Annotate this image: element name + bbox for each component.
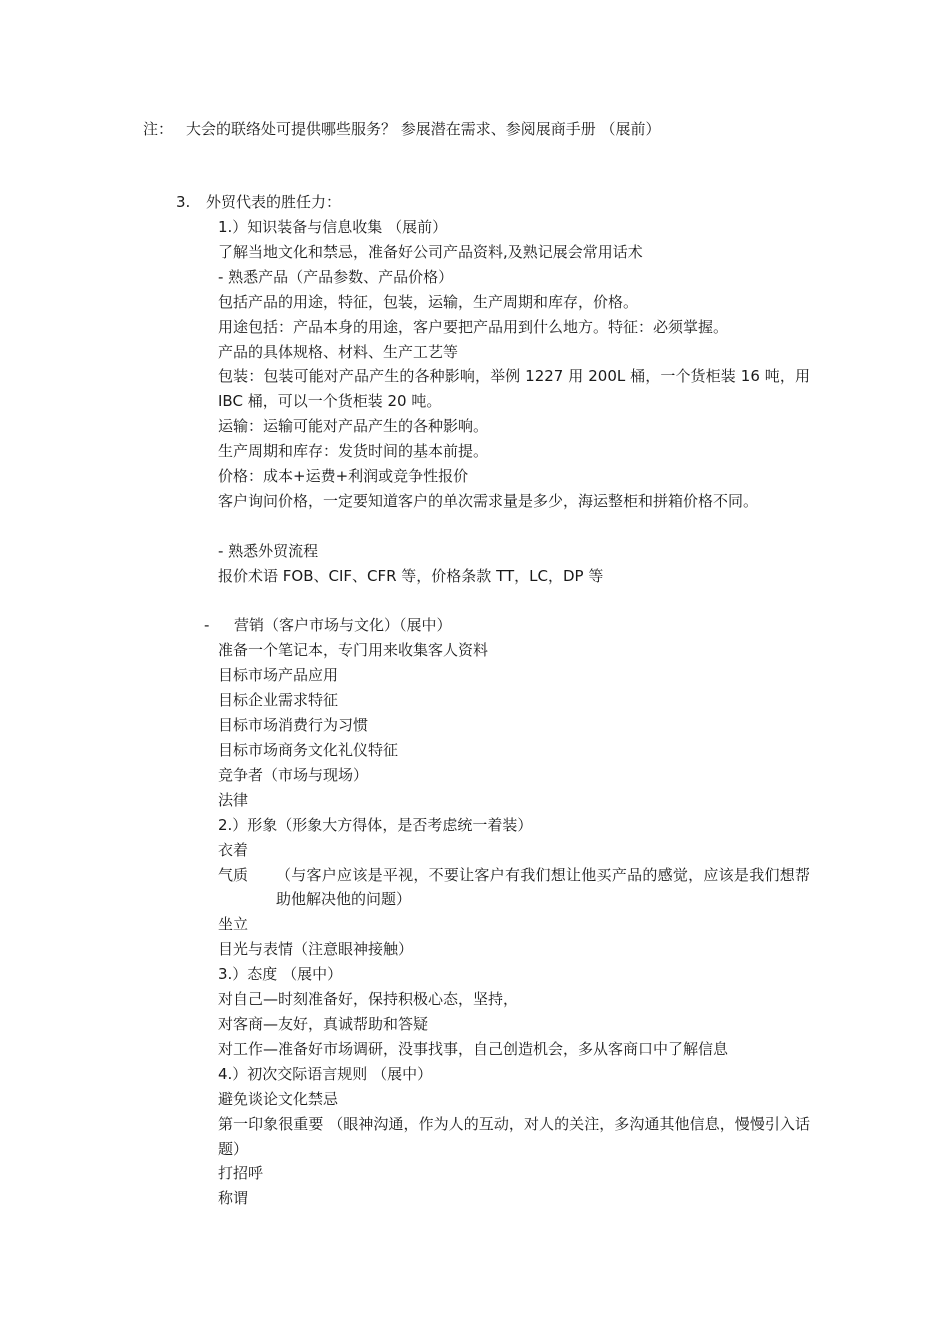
list-item: 目光与表情（注意眼神接触） [218,940,414,959]
paragraph-line: 准备一个笔记本，专门用来收集客人资料 [218,641,489,660]
subheading-image: 2.）形象（形象大方得体，是否考虑统一着装） [218,815,533,834]
list-item: 对自己—时刻准备好，保持积极心态，坚持， [218,990,519,1009]
paragraph-line: 用途包括：产品本身的用途，客户要把产品用到什么地方。特征：必须掌握。 [218,317,729,336]
temperament-item [218,863,810,913]
subheading-language-rules: 4.）初次交际语言规则 （展中） [218,1064,433,1083]
temperament-label: 气质 [218,865,249,884]
list-item: 目标市场商务文化礼仪特征 [218,741,399,759]
list-item: 避免谈论文化禁忌 [218,1089,339,1108]
section-heading [176,190,341,214]
paragraph-packaging: 包装：包装可能对产品产生的各种影响，举例 1227 用 200L 桶，一个货柜装 16 吨，用 IBC 桶，可以一个货柜装 20 吨。 [218,367,810,411]
blank-line [218,514,810,539]
paragraph-line: 生产周期和库存：发货时间的基本前提。 [218,442,489,461]
list-item: 衣着 [218,840,249,859]
list-item: 打招呼 [218,1164,264,1183]
bullet-marketing [204,613,810,638]
paragraph-line: 包括产品的用途，特征，包装，运输，生产周期和库存，价格。 [218,292,639,311]
section-title: 外贸代表的胜任力： [206,193,342,211]
paragraph-line: 价格：成本+运费+利润或竞争性报价 [218,467,469,486]
list-item: 目标市场产品应用 [218,666,339,685]
paragraph-line: 报价术语 FOB、CIF、CFR 等，价格条款 TT，LC，DP 等 [218,566,604,585]
list-item: 对工作—准备好市场调研，没事找事，自己创造机会，多从客商口中了解信息 [218,1039,729,1058]
subheading-attitude: 3.）态度 （展中） [218,965,343,984]
bullet-dash: - [204,616,210,635]
section-body [204,215,810,1211]
paragraph-first-impression: 第一印象很重要 （眼神沟通，作为人的互动，对人的关注，多沟通其他信息，慢慢引入话题） [218,1114,810,1158]
temperament-text: （与客户应该是平视，不要让客户有我们想让他买产品的感觉，应该是我们想帮助他解决他的问题） [276,865,810,909]
list-item: 称谓 [218,1189,249,1208]
note-line [143,117,661,141]
bullet-product: - 熟悉产品（产品参数、产品价格） [218,267,454,286]
bullet-trade-process: - 熟悉外贸流程 [218,541,319,560]
paragraph-line: 了解当地文化和禁忌，准备好公司产品资料,及熟记展会常用话术 [218,242,643,261]
subheading-knowledge: 1.）知识装备与信息收集 （展前） [218,218,448,236]
list-item: 坐立 [218,915,249,934]
paragraph-line: 客户询问价格，一定要知道客户的单次需求量是多少，海运整柜和拼箱价格不同。 [218,491,759,510]
blank-line [218,589,810,614]
bullet-marketing-text: 营销（客户市场与文化）（展中） [234,616,452,635]
note-text: 大会的联络处可提供哪些服务？ 参展潜在需求、参阅展商手册 （展前） [186,120,661,138]
list-item: 目标市场消费行为习惯 [218,716,369,735]
list-item: 对客商—友好，真诚帮助和答疑 [218,1014,429,1033]
note-prefix: 注： [143,120,174,138]
list-item: 法律 [218,790,249,809]
list-item: 竞争者（市场与现场） [218,765,369,784]
paragraph-line: 产品的具体规格、材料、生产工艺等 [218,342,459,361]
list-item: 目标企业需求特征 [218,691,339,710]
paragraph-line: 运输：运输可能对产品产生的各种影响。 [218,417,489,436]
section-number: 3. [176,193,191,211]
